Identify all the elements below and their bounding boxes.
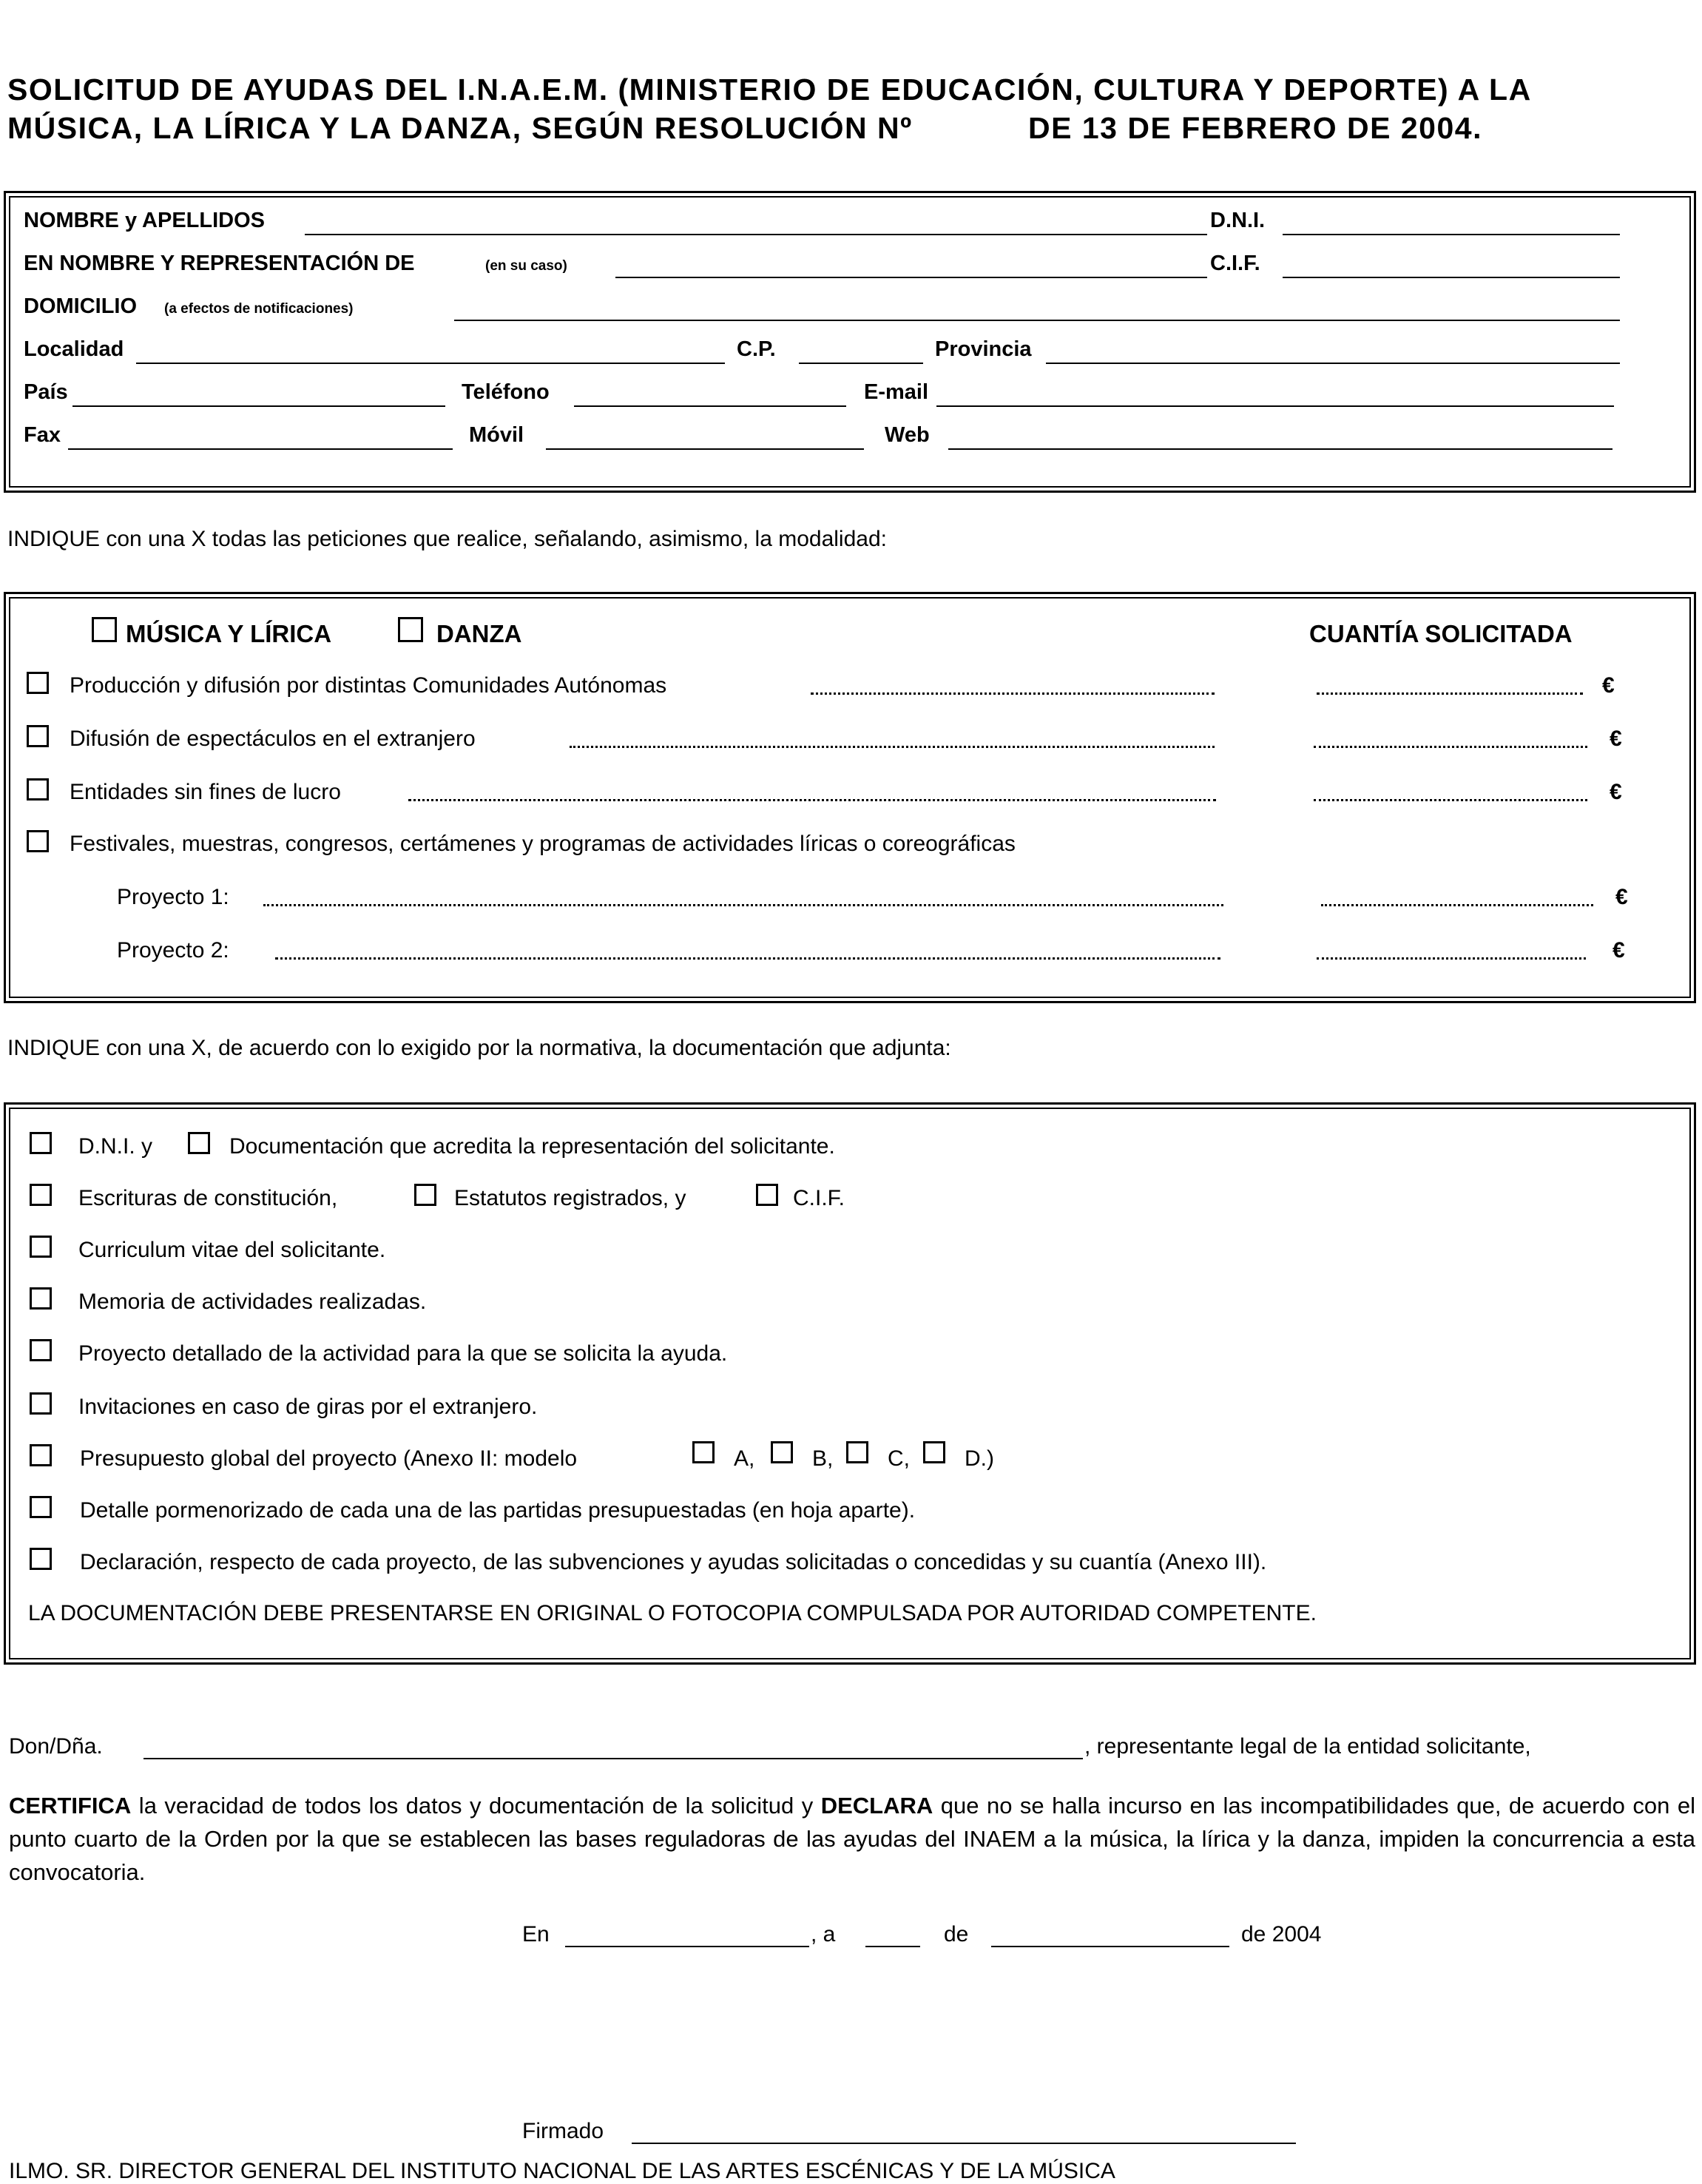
certify-paragraph xyxy=(9,1789,1695,1889)
request-festivales: Festivales, muestras, congresos, certámenes y programas de actividades líricas o coreográficas xyxy=(70,832,1016,856)
checkbox-modelo-c[interactable] xyxy=(846,1441,868,1463)
label-firmado: Firmado xyxy=(522,2119,604,2143)
checkbox-musica[interactable] xyxy=(92,617,117,642)
checkbox-modelo-b[interactable] xyxy=(771,1441,793,1463)
doc-cif: C.I.F. xyxy=(793,1186,845,1210)
field-dia[interactable] xyxy=(865,1946,920,1947)
applicant-box xyxy=(4,191,1696,493)
doc-note: LA DOCUMENTACIÓN DEBE PRESENTARSE EN ORIGINAL O FOTOCOPIA COMPULSADA POR AUTORIDAD COMPETENTE. xyxy=(28,1601,1317,1625)
field-pais[interactable] xyxy=(72,405,445,407)
field-movil[interactable] xyxy=(546,448,864,450)
doc-declaracion: Declaración, respecto de cada proyecto, de las subvenciones y ayudas solicitadas o concedidas y su cuantía (Anexo III). xyxy=(80,1550,1267,1574)
checkbox-invitaciones[interactable] xyxy=(30,1392,52,1415)
checkbox-danza[interactable] xyxy=(398,617,423,642)
euro-entidades: € xyxy=(1610,780,1622,804)
checkbox-detalle-partidas[interactable] xyxy=(30,1496,52,1518)
instruction-requests: INDIQUE con una X todas las peticiones que realice, señalando, asimismo, la modalidad: xyxy=(7,527,887,551)
field-email[interactable] xyxy=(936,405,1614,407)
dots-proyecto-1 xyxy=(263,904,1223,906)
header-cuantia: CUANTÍA SOLICITADA xyxy=(1309,620,1573,647)
field-web[interactable] xyxy=(948,448,1612,450)
doc-detalle-partidas: Detalle pormenorizado de cada una de las partidas presupuestadas (en hoja aparte). xyxy=(80,1498,916,1523)
checkbox-curriculum[interactable] xyxy=(30,1236,52,1258)
dots-entidades xyxy=(408,799,1216,801)
checkbox-produccion[interactable] xyxy=(27,672,49,694)
dots-proyecto-2 xyxy=(275,957,1220,960)
label-en: En xyxy=(522,1922,550,1947)
label-musica: MÚSICA Y LÍRICA xyxy=(126,620,332,647)
doc-proyecto-detallado: Proyecto detallado de la actividad para la que se solicita la ayuda. xyxy=(78,1341,728,1366)
euro-proyecto-1: € xyxy=(1615,885,1628,909)
certify-text-1: la veracidad de todos los datos y documentación de la solicitud y xyxy=(131,1793,821,1819)
field-dni[interactable] xyxy=(1283,234,1620,235)
field-telefono[interactable] xyxy=(574,405,846,407)
title-line-2a: MÚSICA, LA LÍRICA Y LA DANZA, SEGÚN RESOLUCIÓN Nº xyxy=(7,111,913,145)
certifica-word: CERTIFICA xyxy=(9,1793,132,1819)
doc-curriculum: Curriculum vitae del solicitante. xyxy=(78,1238,386,1262)
checkbox-memoria[interactable] xyxy=(30,1287,52,1310)
label-localidad: Localidad xyxy=(24,337,124,361)
euro-proyecto-2: € xyxy=(1612,938,1625,963)
checkbox-proyecto-detallado[interactable] xyxy=(30,1339,52,1361)
amount-difusion[interactable] xyxy=(1314,746,1587,748)
checkbox-festivales[interactable] xyxy=(27,830,49,852)
label-modelo-d: D.) xyxy=(965,1446,994,1471)
field-lugar[interactable] xyxy=(565,1946,809,1947)
label-de: de xyxy=(944,1922,969,1947)
doc-escrituras: Escrituras de constitución, xyxy=(78,1186,338,1210)
euro-produccion: € xyxy=(1602,673,1615,698)
checkbox-modelo-a[interactable] xyxy=(692,1441,715,1463)
label-de-2004: de 2004 xyxy=(1241,1922,1322,1947)
label-provincia: Provincia xyxy=(935,337,1032,361)
label-modelo-a: A, xyxy=(734,1446,755,1471)
checkbox-estatutos[interactable] xyxy=(414,1184,436,1206)
checkbox-escrituras[interactable] xyxy=(30,1184,52,1206)
checkbox-entidades[interactable] xyxy=(27,778,49,801)
title-line-1: SOLICITUD DE AYUDAS DEL I.N.A.E.M. (MINISTERIO DE EDUCACIÓN, CULTURA Y DEPORTE) A LA xyxy=(7,73,1532,107)
label-proyecto-1: Proyecto 1: xyxy=(117,885,229,909)
label-a: , a xyxy=(811,1922,836,1947)
addressee: ILMO. SR. DIRECTOR GENERAL DEL INSTITUTO NACIONAL DE LAS ARTES ESCÉNICAS Y DE LA MÚSICA xyxy=(9,2159,1115,2183)
amount-entidades[interactable] xyxy=(1314,799,1587,801)
field-nombre[interactable] xyxy=(305,234,1207,235)
request-entidades: Entidades sin fines de lucro xyxy=(70,780,341,804)
label-telefono: Teléfono xyxy=(462,380,550,404)
checkbox-dni[interactable] xyxy=(30,1132,52,1154)
label-representante: , representante legal de la entidad solicitante, xyxy=(1084,1734,1531,1759)
field-provincia[interactable] xyxy=(1046,363,1620,364)
checkbox-representacion[interactable] xyxy=(188,1132,210,1154)
dots-difusion xyxy=(570,746,1215,748)
doc-memoria: Memoria de actividades realizadas. xyxy=(78,1290,427,1314)
doc-dni: D.N.I. y xyxy=(78,1134,153,1159)
label-movil: Móvil xyxy=(469,423,524,447)
checkbox-difusion[interactable] xyxy=(27,725,49,747)
label-dni: D.N.I. xyxy=(1210,209,1266,232)
doc-invitaciones: Invitaciones en caso de giras por el extranjero. xyxy=(78,1395,538,1419)
label-cp: C.P. xyxy=(737,337,776,361)
label-don: Don/Dña. xyxy=(9,1734,103,1759)
label-proyecto-2: Proyecto 2: xyxy=(117,938,229,963)
field-cif[interactable] xyxy=(1283,277,1620,278)
label-pais: País xyxy=(24,380,68,404)
amount-proyecto-1[interactable] xyxy=(1321,904,1593,906)
amount-proyecto-2[interactable] xyxy=(1317,957,1586,960)
field-fax[interactable] xyxy=(68,448,453,450)
field-localidad[interactable] xyxy=(136,363,725,364)
certify-text-2: que no se halla incurso en las incompatibilidades que, de acuerdo con el punto cuarto de la Orden por la que se establecen las bases reguladoras de las ayudas del INAEM a la música, la lírica y la danza, impiden la concurrencia a esta convocatoria. xyxy=(9,1793,1695,1885)
checkbox-modelo-d[interactable] xyxy=(923,1441,945,1463)
label-modelo-b: B, xyxy=(812,1446,834,1471)
doc-presupuesto: Presupuesto global del proyecto (Anexo II: modelo xyxy=(80,1446,578,1471)
field-domicilio[interactable] xyxy=(454,320,1620,321)
dots-produccion xyxy=(811,692,1215,695)
checkbox-presupuesto[interactable] xyxy=(30,1444,52,1466)
label-fax: Fax xyxy=(24,423,61,447)
note-representacion: (en su caso) xyxy=(485,258,567,274)
field-mes[interactable] xyxy=(991,1946,1229,1947)
label-nombre: NOMBRE y APELLIDOS xyxy=(24,209,266,232)
doc-estatutos: Estatutos registrados, y xyxy=(454,1186,686,1210)
checkbox-cif[interactable] xyxy=(756,1184,778,1206)
field-firma[interactable] xyxy=(632,2143,1296,2144)
field-don[interactable] xyxy=(143,1758,1083,1759)
label-email: E-mail xyxy=(864,380,929,404)
label-representacion: EN NOMBRE Y REPRESENTACIÓN DE xyxy=(24,252,415,275)
label-danza: DANZA xyxy=(436,620,522,647)
checkbox-declaracion[interactable] xyxy=(30,1548,52,1570)
note-domicilio: (a efectos de notificaciones) xyxy=(164,301,354,317)
instruction-docs: INDIQUE con una X, de acuerdo con lo exigido por la normativa, la documentación que adjunta: xyxy=(7,1036,951,1060)
request-produccion: Producción y difusión por distintas Comunidades Autónomas xyxy=(70,673,667,698)
euro-difusion: € xyxy=(1610,727,1622,751)
amount-produccion[interactable] xyxy=(1317,692,1583,695)
declara-word: DECLARA xyxy=(820,1793,933,1819)
title-line-2b: DE 13 DE FEBRERO DE 2004. xyxy=(1028,111,1482,145)
request-difusion: Difusión de espectáculos en el extranjero xyxy=(70,727,476,751)
field-cp[interactable] xyxy=(799,363,923,364)
field-representacion[interactable] xyxy=(615,277,1207,278)
label-cif: C.I.F. xyxy=(1210,252,1260,275)
doc-representacion: Documentación que acredita la representación del solicitante. xyxy=(229,1134,835,1159)
label-modelo-c: C, xyxy=(888,1446,910,1471)
label-web: Web xyxy=(885,423,930,447)
label-domicilio: DOMICILIO xyxy=(24,294,138,318)
